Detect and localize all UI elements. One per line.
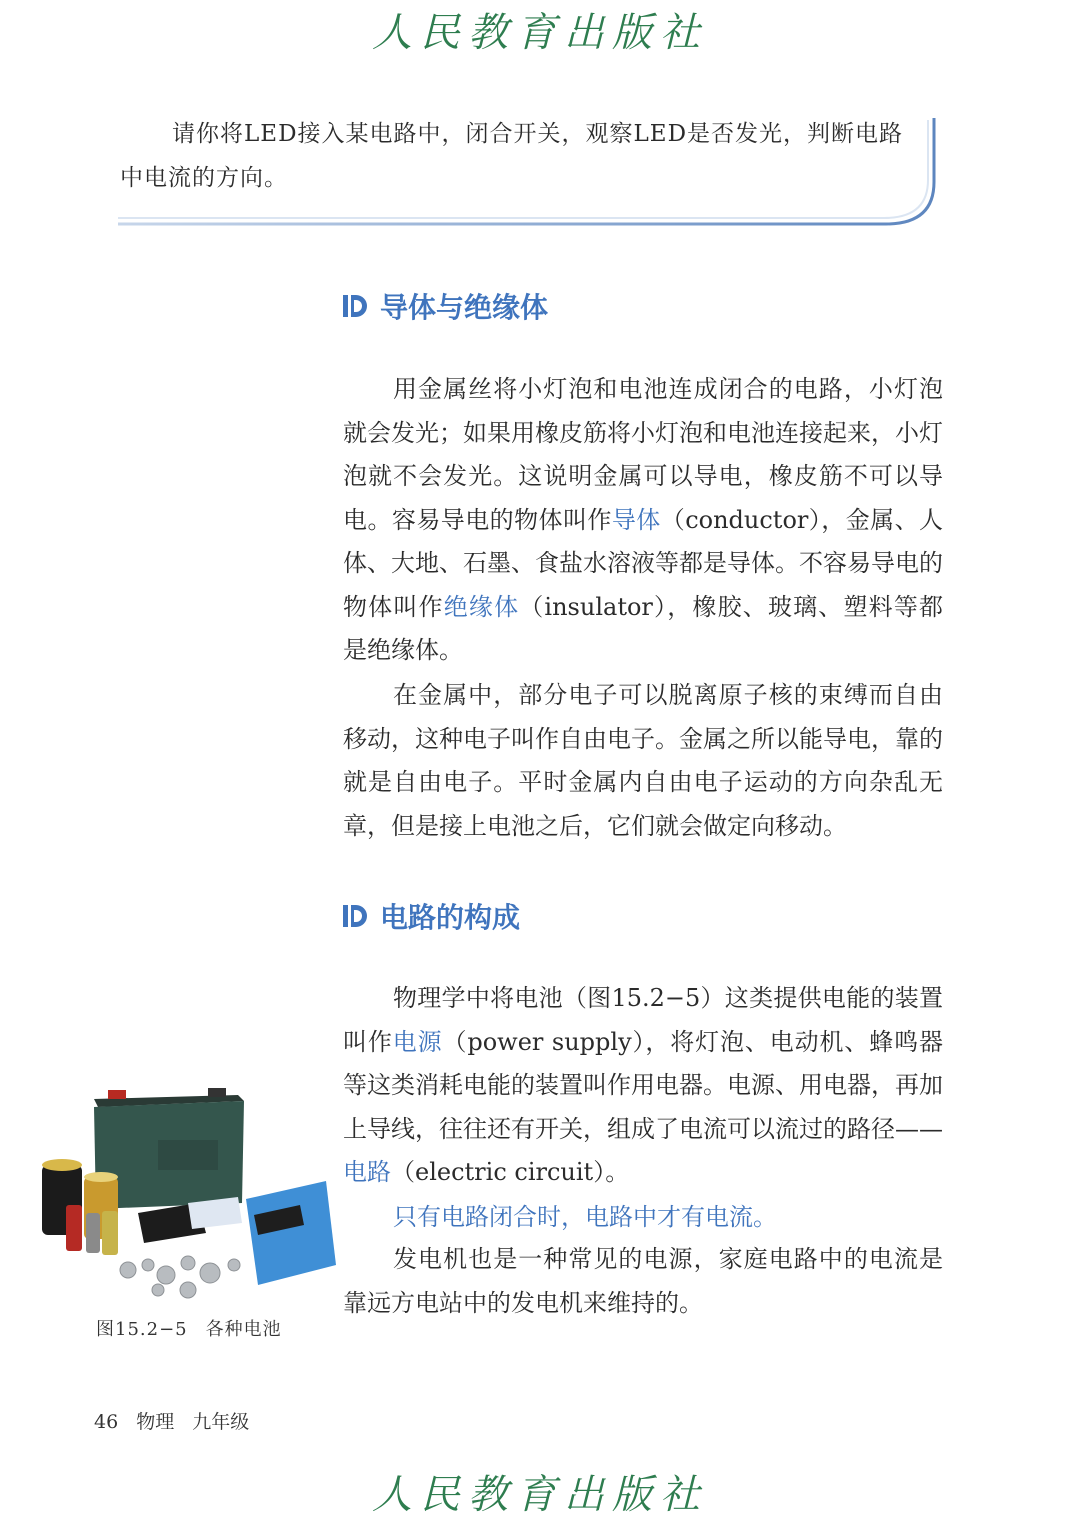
para-text: （insulator），橡胶、玻璃、塑料等都是绝缘体。 xyxy=(343,592,944,664)
section-heading-text: 导体与绝缘体 xyxy=(380,291,549,324)
button-cells xyxy=(120,1256,240,1298)
batteries-photo xyxy=(38,1085,338,1305)
section-heading-conductors xyxy=(342,286,548,326)
subject-label: 物理 xyxy=(136,1411,175,1433)
paragraph-generator: 发电机也是一种常见的电源，家庭电路中的电流是靠远方电站中的发电机来维持的。 xyxy=(343,1245,943,1317)
section-heading-circuit xyxy=(342,896,520,936)
term-insulator: 绝缘体 xyxy=(443,592,520,621)
figure-caption xyxy=(96,1315,282,1341)
paragraph-conductors xyxy=(343,368,943,673)
paragraph-free-electrons: 在金属中，部分电子可以脱离原子核的束缚而自由移动，这种电子叫作自由电子。金属之所以能导电，靠的就是自由电子。平时金属内自由电子运动的方向杂乱无章，但是接上电池之后，它们就会做定向移动。 xyxy=(343,681,943,840)
figure-number: 图15.2−5 xyxy=(96,1319,188,1340)
figure-title: 各种电池 xyxy=(205,1319,282,1340)
para-text: （electric circuit）。 xyxy=(391,1158,630,1186)
activity-box xyxy=(116,96,938,226)
grade-label: 九年级 xyxy=(192,1411,250,1433)
section-marker-icon xyxy=(342,293,368,319)
power-bank xyxy=(246,1181,336,1285)
paragraph-power-supply xyxy=(343,977,943,1195)
page-number: 46 xyxy=(94,1411,119,1433)
term-circuit: 电路 xyxy=(343,1158,391,1186)
para-text: （conductor），金属、人体、大地、石墨、食盐水溶液等都是导体。不容易导电的物体叫作 xyxy=(343,505,944,621)
publisher-watermark-top: 人民教育出版社 xyxy=(372,10,708,56)
publisher-watermark-bottom: 人民教育出版社 xyxy=(372,1472,708,1518)
section-marker-icon xyxy=(342,903,368,929)
key-statement: 只有电路闭合时，电路中才有电流。 xyxy=(393,1203,777,1231)
section-heading-text: 电路的构成 xyxy=(380,901,521,934)
para-text: 用金属丝将小灯泡和电池连成闭合的电路，小灯泡就会发光；如果用橡皮筋将小灯泡和电池连接起来，小灯泡就不会发光。这说明金属可以导电，橡皮筋不可以导电。容易导电的物体叫作 xyxy=(343,375,943,534)
term-conductor: 导体 xyxy=(611,505,661,534)
term-power-supply: 电源 xyxy=(392,1027,443,1056)
page-footer xyxy=(94,1407,267,1434)
para-text: （power supply），将灯泡、电动机、蜂鸣器等这类消耗电能的装置叫作用电器。电源、用电器，再加上导线，往往还有开关，组成了电流可以流过的路径—— xyxy=(343,1027,943,1143)
activity-text: 请你将LED接入某电路中，闭合开关，观察LED是否发光，判断电路中电流的方向。 xyxy=(120,121,904,191)
para-text: 物理学中将电池（图15.2−5）这类提供电能的装置叫作 xyxy=(343,984,943,1056)
cylindrical-cells xyxy=(42,1159,118,1255)
